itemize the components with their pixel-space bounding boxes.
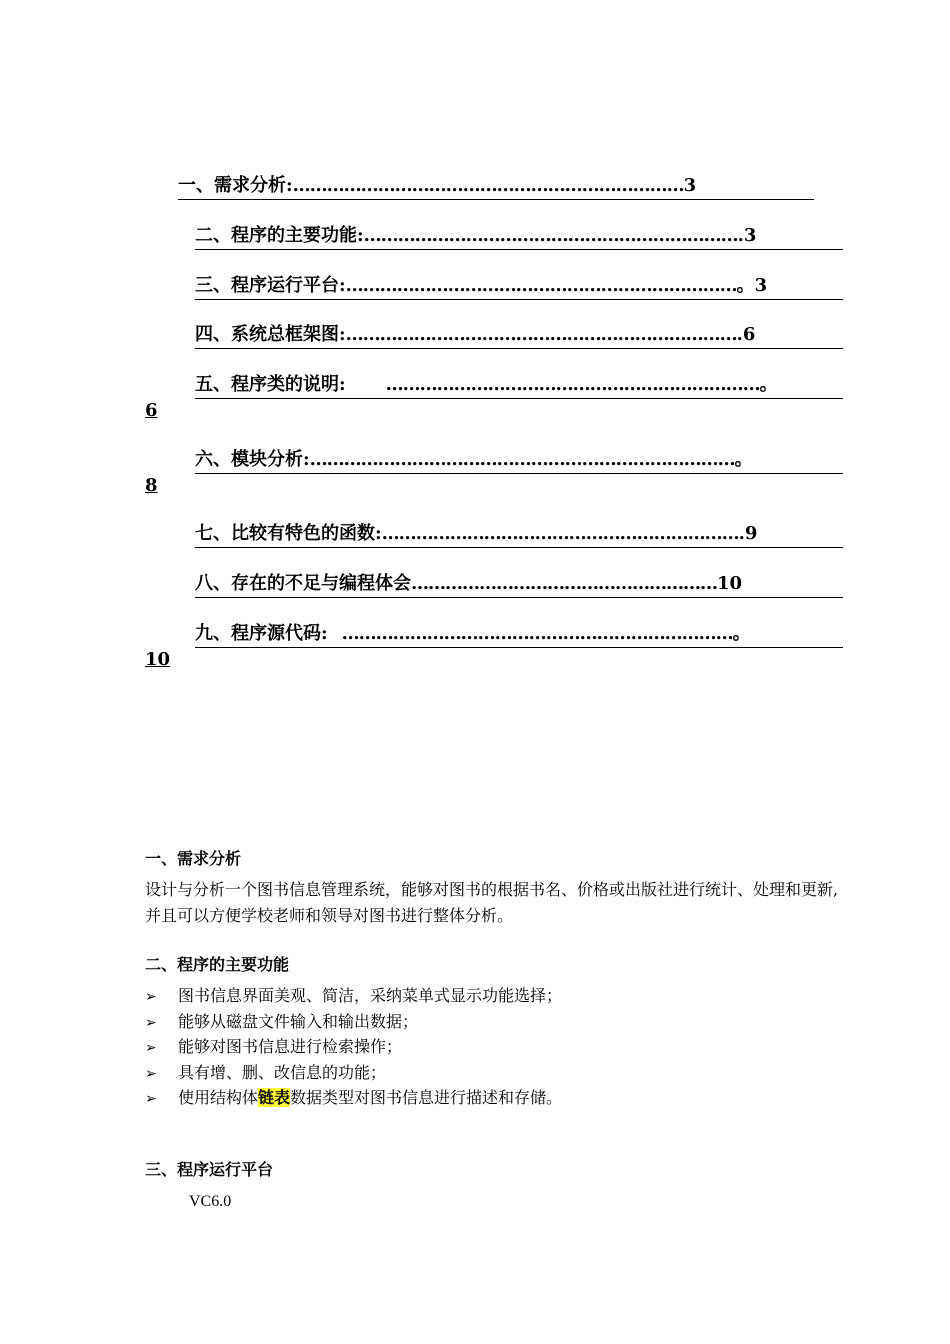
list-item [145, 1086, 562, 1112]
toc-page: 3 [683, 175, 697, 196]
arrow-bullet-icon: ➢ [145, 1091, 157, 1107]
toc-page-wrap-9[interactable]: 10 [145, 649, 171, 670]
toc-leader: …………………………………………………………… [292, 175, 684, 196]
toc-title: 六、模块分析: [195, 449, 310, 470]
highlighted-term: 链表 [258, 1088, 291, 1107]
toc-entry-9[interactable] [195, 622, 843, 648]
toc-leader: ………………………………………………………… [363, 225, 738, 246]
list-item [145, 1010, 562, 1036]
toc-entry-8[interactable] [195, 572, 843, 598]
list-item-text: 能够对图书信息进行检索操作； [178, 1037, 403, 1056]
toc-title: 二、程序的主要功能: [195, 225, 364, 246]
section-body-requirements: 设计与分析一个图书信息管理系统，能够对图书的根据书名、价格或出版社进行统计、处理和更新,并且可以方便学校老师和领导对图书进行整体分析。 [145, 880, 839, 925]
toc-page: .9 [738, 523, 758, 544]
section-heading-requirements: 一、需求分析 [145, 849, 242, 868]
toc-leader: ………………………………………………………… [385, 374, 760, 395]
toc-title: 五、程序类的说明: [195, 374, 346, 395]
toc-entry-1[interactable] [178, 174, 814, 200]
section-heading-features: 二、程序的主要功能 [145, 955, 290, 974]
list-item-text: 具有增、删、改信息的功能； [178, 1062, 387, 1082]
toc-leader: …………………………………………………………… [345, 324, 737, 345]
toc-page: 。 [732, 623, 751, 644]
list-item [145, 1035, 562, 1061]
toc-entry-5[interactable] [195, 373, 843, 399]
toc-title: 三、程序运行平台: [195, 275, 346, 296]
list-item-text: 图书信息界面美观、简洁，采纳菜单式显示功能选择； [178, 986, 563, 1005]
toc-title: 七、比较有特色的函数: [195, 523, 382, 544]
toc-title: 四、系统总框架图: [195, 324, 346, 345]
toc-page: .6 [736, 324, 756, 345]
list-item-text: 使用结构体 [178, 1088, 259, 1107]
toc-page-wrap-5[interactable]: 6 [145, 400, 158, 421]
toc-entry-3[interactable] [195, 274, 843, 300]
toc-title: 八、存在的不足与编程体会 [195, 573, 411, 594]
list-item-text: 能够从磁盘文件输入和输出数据； [178, 1011, 419, 1031]
arrow-bullet-icon: ➢ [145, 989, 157, 1005]
feature-list [145, 984, 562, 1112]
toc-page: 。 [759, 374, 778, 395]
toc-page: 。3 [736, 275, 768, 296]
list-item-text: 数据类型对图书信息进行描述和存储。 [290, 1088, 563, 1107]
toc-leader: …………………………………………………………… [341, 623, 733, 644]
toc-entry-7[interactable] [195, 522, 843, 548]
section-heading-platform: 三、程序运行平台 [145, 1160, 274, 1179]
toc-entry-6[interactable] [195, 448, 843, 474]
toc-page: .3 [737, 225, 757, 246]
toc-title: 九、程序源代码: [195, 623, 328, 644]
list-item [145, 984, 562, 1010]
toc-leader: ………………………………………………………………… [309, 449, 735, 470]
toc-leader: ……………………………………………………… [381, 523, 739, 544]
toc-title: 一、需求分析: [178, 175, 293, 196]
toc-entry-2[interactable] [195, 224, 843, 250]
toc-page-wrap-6[interactable]: 8 [145, 475, 158, 496]
list-item [145, 1061, 562, 1087]
platform-value: VC6.0 [189, 1193, 232, 1210]
arrow-bullet-icon: ➢ [145, 1014, 157, 1031]
toc-page: 。 [734, 449, 753, 470]
toc-leader: ……………………………………………… [411, 573, 717, 594]
toc-entry-4[interactable] [195, 323, 843, 349]
arrow-bullet-icon: ➢ [145, 1065, 157, 1082]
arrow-bullet-icon: ➢ [145, 1040, 157, 1056]
toc-page: 10 [717, 573, 743, 594]
toc-leader: …………………………………………………………… [345, 275, 737, 296]
